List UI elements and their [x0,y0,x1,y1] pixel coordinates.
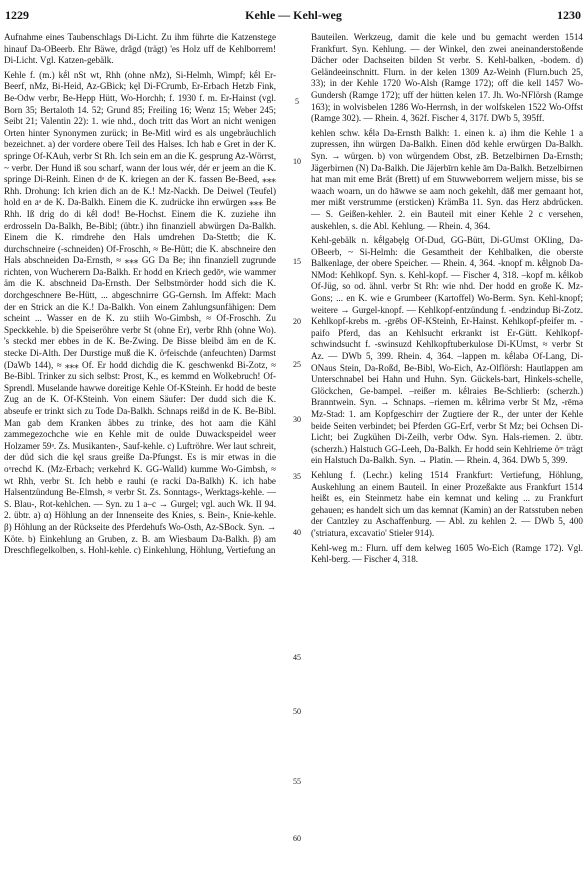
line-number: 30 [293,415,301,424]
page-number-right: 1230 [557,8,581,22]
line-number: 40 [293,528,301,537]
left-column [4,32,276,870]
line-number: 10 [293,157,301,166]
page-number-left: 1229 [5,8,29,22]
entry-continuation: Bauteilen. Werkzeug, damit die kele und bu gemacht werden 1514 Frankfurt. Syn. Kehlung. — der Winkel, den zwei aneinanderstoßende Dächer oder Dachseiten bilden St verbr. S. Kehl-balken, -bodem. d) Geländeeinschnitt. Flurn. in der kelen 1309 Az-Weinh (Flurn.buch 25, 33); in der Kehle 1720 Wo-Alsh (Ramge 172); off die kell 1457 Wo-Gundersh (Ramge 172); uff der hütten kelen 17. Jh. Wo-NFlörsh (Ramge 163); in wolvisbelen 1286 Wo-Herrnsh, in der wolfskelen 1522 Wo-Offst (Ramge 302). — Rhein. 4, 362f. Fischer 4, 317f. DWb 5, 395ff. [311,32,583,124]
line-number: 50 [293,707,301,716]
line-number: 60 [293,834,301,843]
line-number: 25 [293,360,301,369]
right-column [311,32,583,870]
running-head: Kehle — Kehl-weg [245,8,342,22]
entry-kehlung: Kehlung f. (Lechr.) keling 1514 Frankfurt: Vertiefung, Höhlung, Auskehlung an einem Bauteil. In einer Prozeßakte aus Frankfurt 1514 heißt es, ein Steinmetz habe ein kemnat und keling ... zu Frankfurt gehauen; es handelt sich um das kemnat (Kamin) an der Ratsstuben neben der Cantzley zu Aschaffenburg. — Abl. zu kehlen 2. — DWb 5, 400 ('striatura, excavatio' Stieler 914). [311,469,583,538]
entry-continuation: Aufnahme eines Taubenschlags Di-Licht. Zu ihm führte die Katzenstege hinauf Da-OBeerb. Ehr Bäwe, drâgd (trägt) 'es Holz uff de Kehlborrem! Di-Licht. Vgl. Katzen-gebälk. [4,32,276,66]
line-number: 5 [295,97,299,106]
line-number: 35 [293,472,301,481]
line-number: 20 [293,317,301,326]
entry-kehl-weg: Kehl-weg m.: Flurn. uff dem kelweg 1605 Wo-Eich (Ramge 172). Vgl. Kehl-berg. — Fischer 4, 318. [311,542,583,565]
line-number: 55 [293,777,301,786]
line-numbers [289,32,305,872]
line-number: 45 [293,653,301,662]
entry-kehle: Kehle f. (m.) kḗl nSt wt, Rhh (ohne nMz), Si-Helmh, Wimpf; kḗl Er-Beerf, nMz, Bi-Heid, Az-GBick; kęl Di-FCrumb, Er-Erbach Hetzb Fink, Be-Odw verbr, Be-Hepp Hütt, Wo-Horchh; f. 1930 f. m. Er-Hainst (vgl. Born 35; Bertaloth 14. 52; Grund 85; Freiling 16; Wenz 15; Weber 245; Seibt 21; Valentin 22): 1. wie nhd., doch tritt das Wort an nicht wenigen Orten hinter Synonymen zurück; in Be-Mitl wird es als ungebräuchlich bezeichnet. a) der vordere obere Teil des Halses. Ich hab e Gret in der K. springe Of-KAuh, verbr St Rh. Ich sein em an die K. gesprung Az-Wörrst, ~ verbr. Der Hund iß sou scharf, wann der lous wér, dér er jeem an die K. springe Di-Reinh. Einen dᵃ de K. kriegen an der K. fassen Be-Beed, ⁎⁎⁎ Rhh. Drohung: Ich krien dich an de K.! Mz-Nackh. De Deiwel (Teufel) hold en aᵃ de K. Da-Balkh. Einem die K. zudrücke ihn erwürgen ⁎⁎⁎ Be Rhh. Iß drig do di kḗl dod! Be-Hochst. Einem die K. zuziehe ihn erdrosseln Da-Balkh, Be-Bibl; (übtr.) ihn finanziell abwürgen Da-Balkh. Einem die K. rimdrehe den Hals umdrehen Da-Stettb; die K. durchschneire (-schneiden) Of-Froschh, ≈ Be-Hütt; die K. abschneire den Hals abschneiden Da-Ernsth, ≈ ⁎⁎⁎ GG Da Be; ihn finanziell zugrunde richten, von Wucherern Da-Balkh. Er hodd en Kriech gedōⁿ, wie wammer äm die K. abschneid Da-Ernsth. Der Selbstmörder hodd sich die K. dorchgeschnere Be-Hütt, ... abgeschnirre GG-Gernsh. Im Affekt: Mach der en Strick an die K.! Da-Balkh. Von einem Zahlungsunfähigen: Dem scheint ... Wasser en de K. zu stiih Wo-Gimbsh, ≈ Of-Froschh. Zu Speckkehle. b) die Speiseröhre verbr St (ohne Er), verbr Rhh (ohne Wo). 's steckd mer ebbes in de K. Be-Zwing. De Bisse bleibd äm en de K. stecke Di-Alth. Der Durstige muß die K. öᵃfeischde (anfeuchten) Darmst (DaWb 144), ≈ ⁎⁎⁎ Of. Er hodd dichdig die K. geschwenkd Bi-Zotz, ≈ Be-Bibl. Trinker zu sich selbst: Prost, K., es kemmd en Wolkebruch! Of-Sprendl. Muselande hawwe doreitige Kehle Of-KSteinh. Er hodd de beste Zug an de K. Of-KSteinh. Von einem Säufer: Der dudd sich die K. abseufe er trinkt sich zu Tode Da-Balkh. Schnaps reißd in de K. Be-Bibl. Man gab dem Kranken äbbes zu trinke, des hot aam die Kähl zammegezochche wie en Kehle mit de oulde Duwackspeidel weer Holzamer 59ᵃ. Zs. Musikanten-, Sauf-kehle. c) Luftröhre. Wer laut schreit, der düd sich die kęl sraus greiße Da-Pfungst. Es is mir etwas in die oᵘrechd K. (Mz-Erbach; verkehrd K. GG-Walld) kumme Wo-Gimbsh, ≈ wt Rhh, verbr St. Ich hebb e rauhi (e racki Da-Balkh) K. ich habe Halsentzündung Be-Elmsh, ≈ verbr St. Zs. Sonntags-, Werktags-kehle. — S. Blau-, Rot-kehlchen. — Syn. zu 1 a–c → Gurgel; vgl. auch Wk. II 94. 2. übtr. a) α) Höhlung an der Innenseite des Knies, s. Bein-, Knie-kehle. β) Höhlung an der Rückseite des Pferdehufs Wo-Osth, Az-SBock. Syn. → Köte. b) Einkehlung an Gruben, z. B. am Wiesbaum Da-Balkh. β) am Dreschflegelkolben, s. Hohl-kehle. c) Einkehlung, Höhlung, Vertiefung an [4,69,276,556]
line-number: 15 [293,257,301,266]
entry-kehl-gebaelk: Kehl-gebälk n. kḗlgəbęlg Of-Dud, GG-Bütt, Di-GUmst OKling, Da-OBeerb, ~ Si-Helmh: die Gesamtheit der Kehlbalken, die oberste Balkenlage, der obere Speicher. — Rhein. 4, 364. -knopf m. kḗlgnob Da-NMod: Kehlkopf. Syn. s. Kehl-kopf. — Fischer 4, 318. –kopf m. kḗlkob Of-Jüg, so od. ähnl. verbr St Rh: wie nhd. Der hodd en große K. Mz-Gons; ... en K. wie e Grumbeer (Kartoffel) Wo-Berm. Syn. Kehl-knopf; weitere → Gurgel-knopf. — Kehlkopf-entzündung f. -endzindup Bi-Zotz. Kehlkopf-krebs m. -grēbs OF-KSteinh, Er-Hainst. Kehlkopf-pfeifer m. -paifo Pferd, das an Kehlsucht erkrankt ist Er-Gütt. Kehlkopf-schwindsucht f. -swinsuzd Kehlkopftuberkulose Di-KUmst, ≈ verbr St Az. — DWb 5, 399. Rhein. 4, 364. –lappen m. kḗlabə Of-Lang, Di-ONaus Stein, Da-Roßd, Be-Bibl, Wo-Eich, Az-Olflörsh: Hautlappen am Unterschnabel bei Hahn und Huhn. Syn. Gückels-bart, Hinkels-schelle, Glöckchen, Ge-bampel. –reißer m. kḗlraies Be-Schlierb: (scherzh.) Branntwein. Syn. → Schnaps. –riemen m. kḗlrimə verbr St Mz, -rēmə Mz-Stad: 1. am Kopfgeschirr der Zugtiere der R., der unter der Kehle beide Seiten verbindet; bei Pferden GG-Erf, verbr St Mz; bei Ochsen Di-Licht; bei Zugkühen Di-Zeilh, verbr Odw. Syn. Hals-riemen. 2. übtr. (scherzh.) Halstuch GG-Leeh, Da-Balkh. Er hodd sein Kehlrieme öᵐ trägt ein Halstuch Da-Balkh. Syn. → Platin. — Rhein. 4, 364. DWb 5, 399. [311,235,583,466]
entry-kehlen: kehlen schw. kḗlə Da-Ernsth Balkh: 1. einen k. a) ihm die Kehle 1 a zupressen, ihn würgen Da-Balkh. Einen dōd kehle erwürgen Da-Balkh. Syn. → würgen. b) von würgendem Obst, zB. Betzelbirnen Da-Ernsth; Jägerbirnen (N) Da-Balkh. Die Jäjerbīrn kehle ām Da-Balkh. Betzelbirnen hat man mit eme Brät (Brett) uf em Stuwweborrem weljern misse, bis se waach woarn, un do hāwwe se aam noch gekehlt, dāß mer gemaant hot, mer mißt verstrumme (ersticken) KrämBa 11. Syn. das Herz abdrücken. — S. Geißen-kehler. 2. ein Bauteil mit einer Kehle 2 c versehen, auskehlen, s. die Abl. Kehlung. — Rhein. 4, 364. [311,127,583,231]
